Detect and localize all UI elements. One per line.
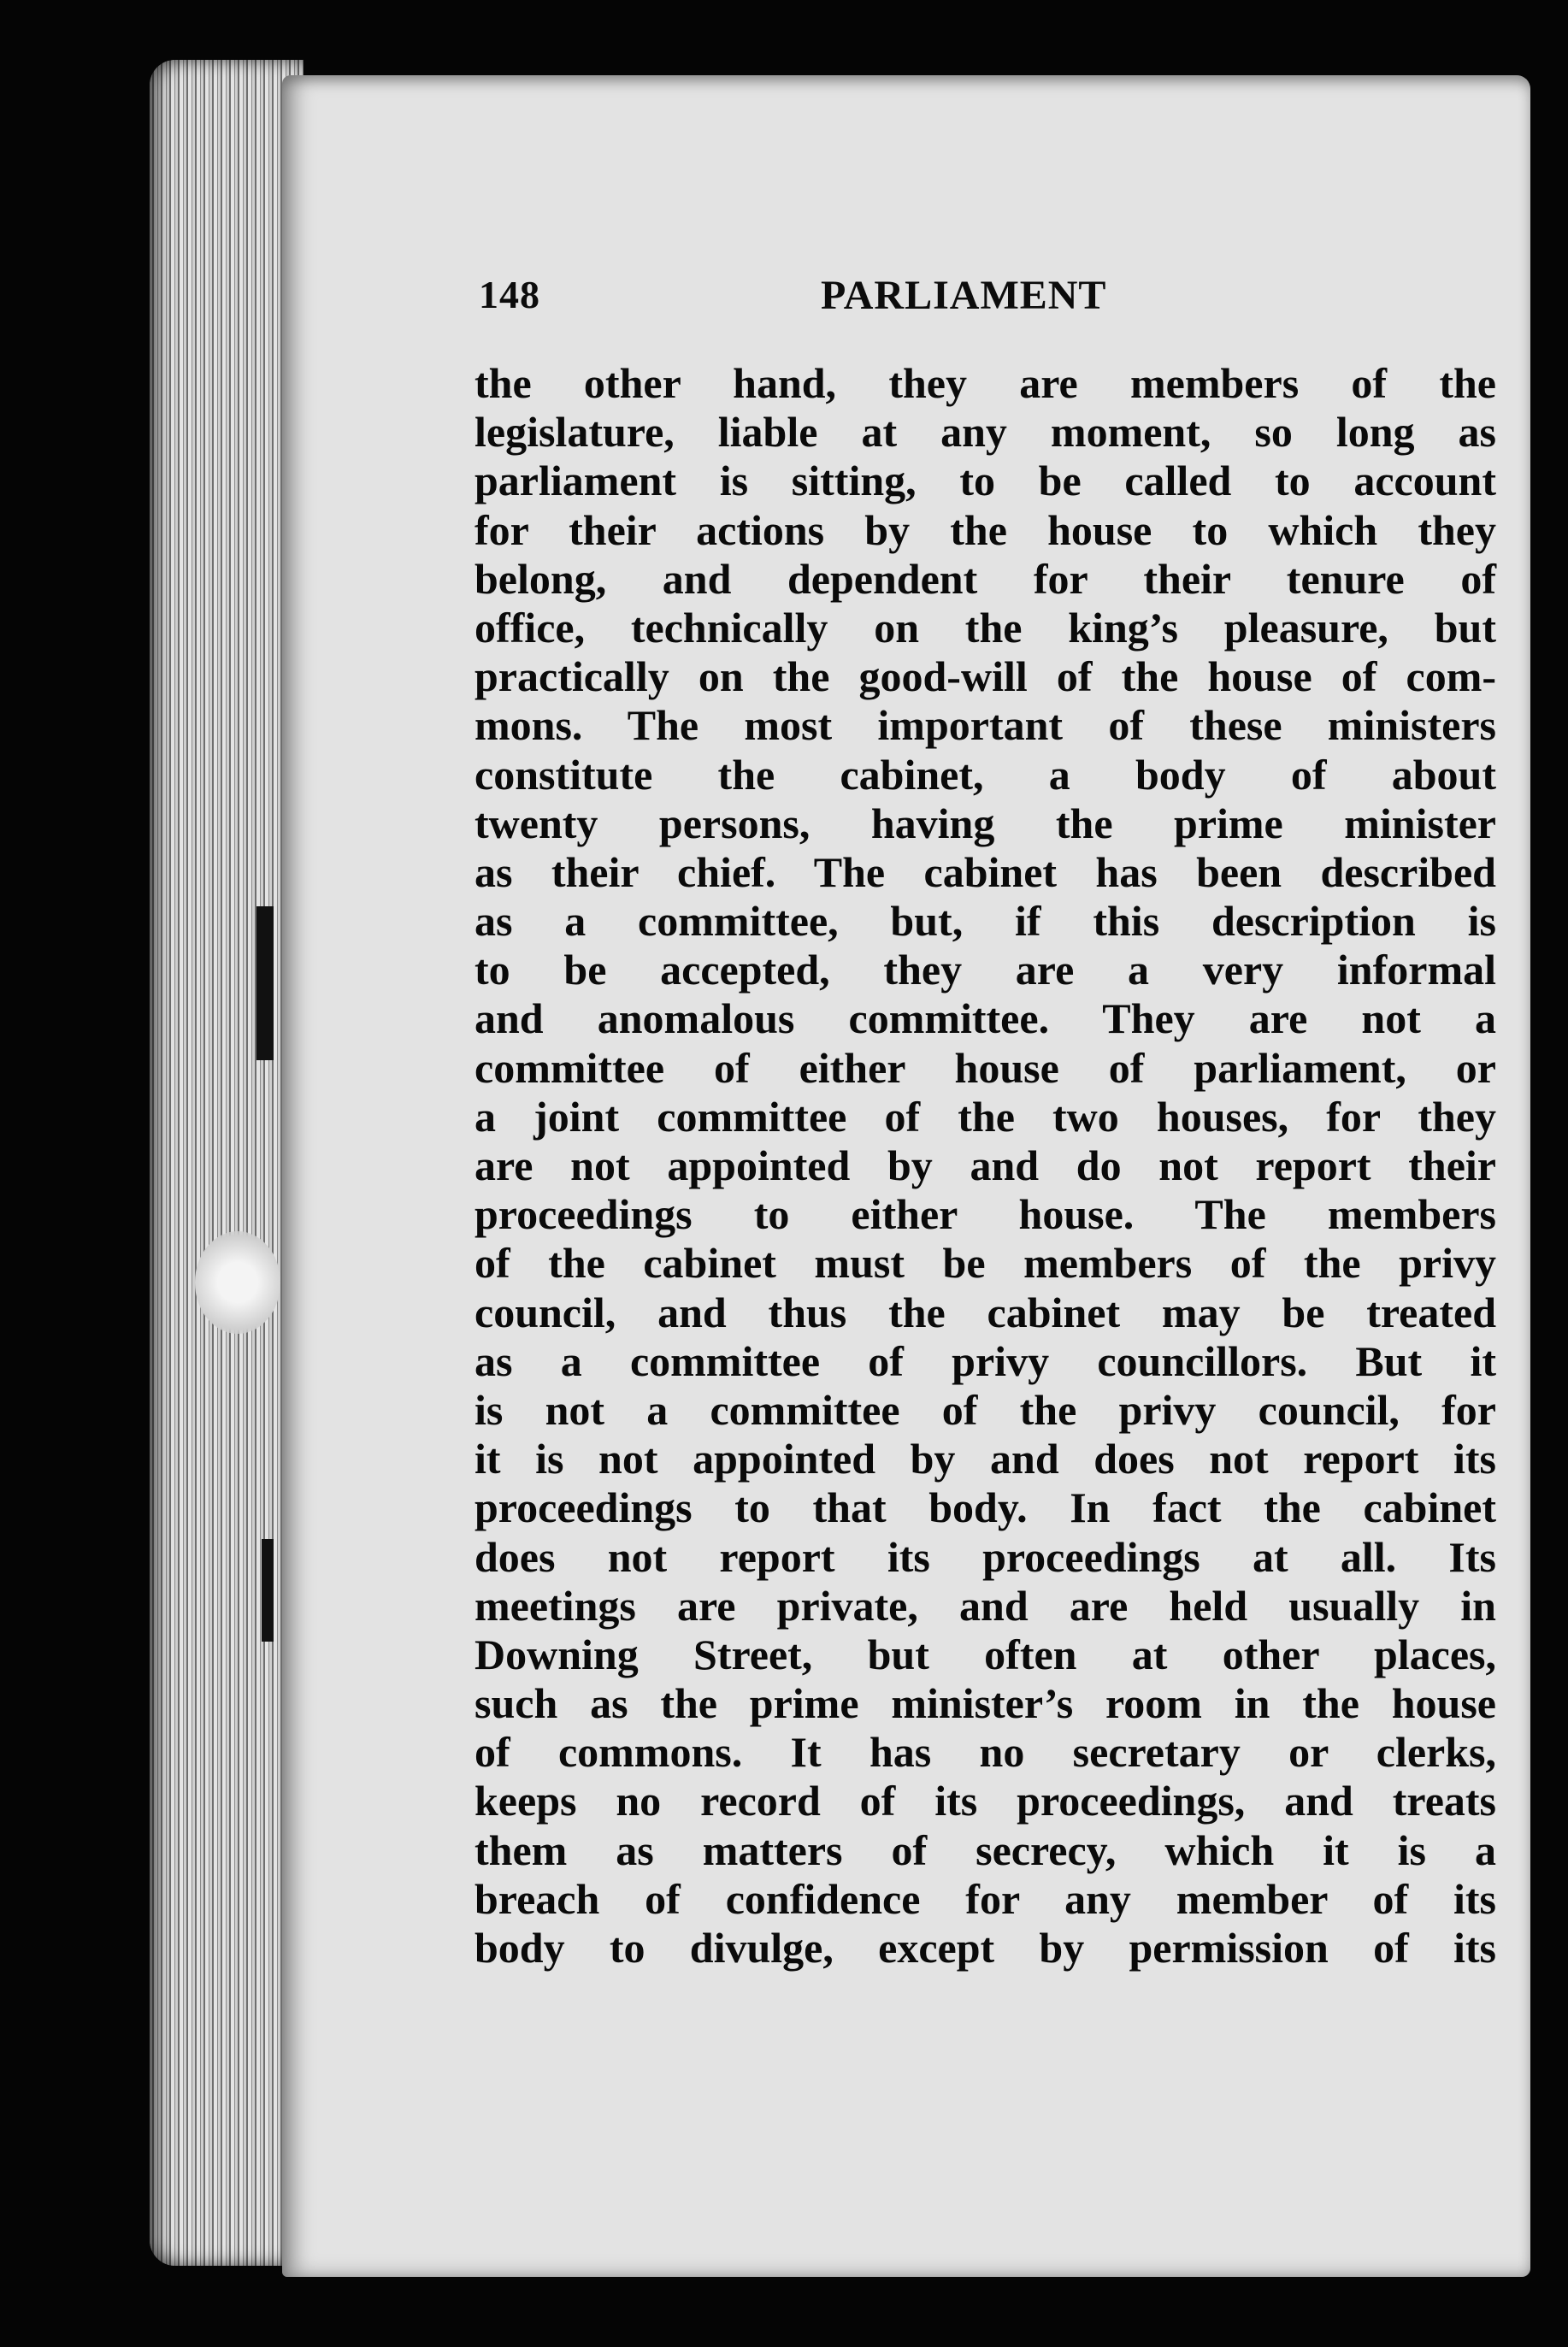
text-line: them as matters of secrecy, which it is a [475,1825,1496,1874]
text-line: as their chief. The cabinet has been described [475,847,1496,896]
text-line: for their actions by the house to which they [475,505,1496,554]
text-line: legislature, liable at any moment, so long as [475,408,1496,457]
edge-mark [262,1539,274,1642]
text-line: to be accepted, they are a very informal [475,946,1496,994]
text-line: of commons. It has no secretary or clerks, [475,1728,1496,1777]
text-line: and anomalous committee. They are not a [475,994,1496,1043]
text-line: twenty persons, having the prime minister [475,799,1496,847]
text-line: it is not appointed by and does not report its [475,1435,1496,1483]
page-header-title: PARLIAMENT [821,273,1107,318]
text-line: body to divulge, except by permission of its [475,1924,1496,1972]
text-line: a joint committee of the two houses, for they [475,1092,1496,1141]
text-line: such as the prime minister’s room in the house [475,1679,1496,1728]
page-number: 148 [479,273,540,316]
text-line: keeps no record of its proceedings, and treats [475,1777,1496,1825]
text-line: breach of confidence for any member of its [475,1874,1496,1923]
text-line: committee of either house of parliament, or [475,1043,1496,1092]
text-line: is not a committee of the privy council, for [475,1385,1496,1434]
text-line: Downing Street, but often at other places, [475,1630,1496,1678]
text-line: office, technically on the king’s pleasure, but [475,603,1496,652]
text-line: practically on the good-will of the house of com- [475,652,1496,701]
text-line: does not report its proceedings at all. Its [475,1532,1496,1581]
text-line: the other hand, they are members of the [475,359,1496,407]
text-line: as a committee, but, if this description is [475,897,1496,946]
text-line: proceedings to that body. In fact the cabinet [475,1483,1496,1532]
text-line: are not appointed by and do not report their [475,1141,1496,1189]
text-line: as a committee of privy councillors. But it [475,1336,1496,1385]
text-line: constitute the cabinet, a body of about [475,750,1496,799]
text-line: proceedings to either house. The members [475,1190,1496,1239]
running-head [479,272,1496,332]
text-line: of the cabinet must be members of the privy [475,1239,1496,1288]
text-line: belong, and dependent for their tenure of [475,554,1496,603]
edge-mark [256,906,274,1060]
text-line: meetings are private, and are held usually in [475,1581,1496,1630]
edge-spot [195,1231,280,1334]
text-line: parliament is sitting, to be called to account [475,457,1496,505]
body-text [475,359,1496,1973]
text-line: council, and thus the cabinet may be treated [475,1288,1496,1336]
book-page-edges [150,60,304,2266]
text-line: mons. The most important of these ministers [475,701,1496,750]
